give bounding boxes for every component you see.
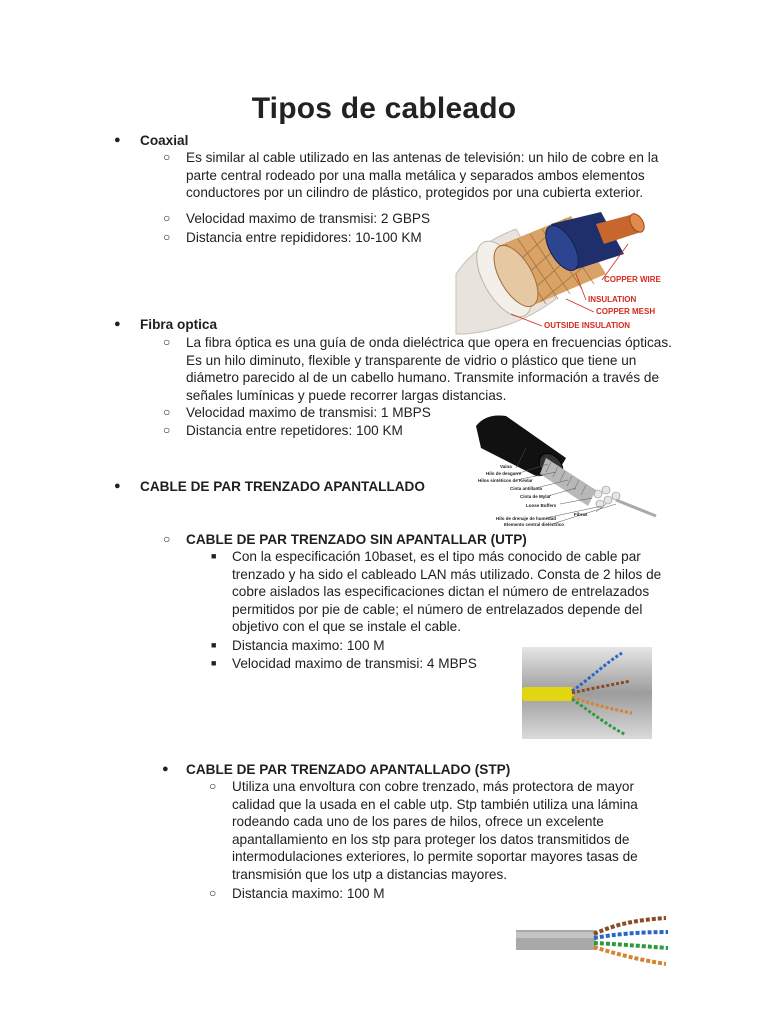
bullet-dot: ●	[114, 480, 121, 492]
stp-heading: CABLE DE PAR TRENZADO APANTALLADO (STP)	[186, 762, 511, 777]
bullet-circle: ○	[209, 779, 217, 793]
utp-cable-image	[522, 647, 652, 739]
fiber-optic-cable-image	[476, 408, 660, 530]
bullet-dot: ●	[162, 763, 169, 775]
coaxial-distance: Distancia entre repididores: 10-100 KM	[186, 230, 422, 245]
bullet-square: ■	[211, 658, 217, 668]
bullet-circle: ○	[163, 532, 171, 546]
fiber-label-vaina: Vaina	[500, 464, 512, 469]
bullet-circle: ○	[163, 423, 171, 437]
utp-speed: Velocidad maximo de transmisi: 4 MBPS	[232, 656, 477, 671]
fibra-heading: Fibra optica	[140, 317, 218, 332]
fiber-label-elemento-central: Elemento central dieléctrico	[504, 522, 565, 527]
bullet-square: ■	[211, 640, 217, 650]
bullet-square: ■	[211, 551, 217, 561]
fiber-label-fibras: Fibras	[574, 512, 588, 517]
bullet-circle: ○	[163, 230, 171, 244]
utp-distance: Distancia maximo: 100 M	[232, 638, 385, 653]
page-title: Tipos de cableado	[251, 92, 517, 125]
fibra-description: La fibra óptica es una guía de onda dieléctrica que opera en frecuencias ópticas. Es un hilo diminuto, flexible y transparente de vidrio o plástico que tiene un diámetro parecido al de un cabello humano. Transmite información a través de señales lumínicas y puede recorrer largas distancias.	[186, 335, 672, 403]
coaxial-label-copper-mesh: COPPER MESH	[596, 307, 656, 316]
coaxial-speed: Velocidad maximo de transmisi: 2 GBPS	[186, 211, 431, 226]
coaxial-label-copper-wire: COPPER WIRE	[604, 275, 661, 284]
stp-cable-image	[516, 888, 674, 984]
coaxial-heading: Coaxial	[140, 133, 189, 148]
bullet-dot: ●	[114, 134, 121, 146]
coaxial-description: Es similar al cable utilizado en las antenas de televisión: un hilo de cobre en la parte central rodeado por una malla metálica y separados ambos elementos conductores por un cilindro de plástico, protegidos por una cubierta exterior.	[186, 150, 659, 201]
fiber-label-drenaje: Hilo de drenaje de humedad	[496, 516, 557, 521]
fiber-label-loose-buffers: Loose Buffers	[526, 503, 557, 508]
fiber-label-hilo-desgarre: Hilo de desgarre	[486, 471, 522, 476]
stp-description: Utiliza una envoltura con cobre trenzado, más protectora de mayor calidad que la usada en el cable utp. Stp también utiliza una lámina rodeando cada uno de los pares de hilos, ofrece un excelente apantallamiento en los stp para proteger los datos transmitidos de intermodulaciones exteriores, lo permite soportar mayores tasas de transmisión que los utp a distancias mayores.	[232, 779, 638, 882]
par-trenzado-heading: CABLE DE PAR TRENZADO APANTALLADO	[140, 479, 425, 494]
coaxial-label-insulation: INSULATION	[588, 295, 637, 304]
fiber-label-mylar: Cinta de Mylar	[520, 494, 551, 499]
fibra-distance: Distancia entre repetidores: 100 KM	[186, 423, 403, 438]
stp-distance: Distancia maximo: 100 M	[232, 886, 385, 901]
coaxial-cable-image	[456, 204, 661, 334]
bullet-dot: ●	[114, 318, 121, 330]
fiber-label-cinta-antillama: Cinta antillama	[510, 486, 543, 491]
coaxial-label-outside-insulation: OUTSIDE INSULATION	[544, 321, 631, 330]
bullet-circle: ○	[209, 886, 217, 900]
fibra-speed: Velocidad maximo de transmisi: 1 MBPS	[186, 405, 431, 420]
bullet-circle: ○	[163, 150, 171, 164]
fiber-label-kevlar: Hilos sintéticos de Kevlar	[478, 478, 533, 483]
utp-description: Con la especificación 10baset, es el tipo más conocido de cable par trenzado y ha sido el cableado LAN más utilizado. Consta de 2 hilos de cobre aislados las especificaciones dictan el número de entrelazados permitidos por pie de cable; el número de entrelazados depende del objetivo con el que se instale el cable.	[232, 549, 662, 635]
bullet-circle: ○	[163, 405, 171, 419]
bullet-circle: ○	[163, 335, 171, 349]
utp-heading: CABLE DE PAR TRENZADO SIN APANTALLAR (UTP)	[186, 532, 527, 547]
bullet-circle: ○	[163, 211, 171, 225]
